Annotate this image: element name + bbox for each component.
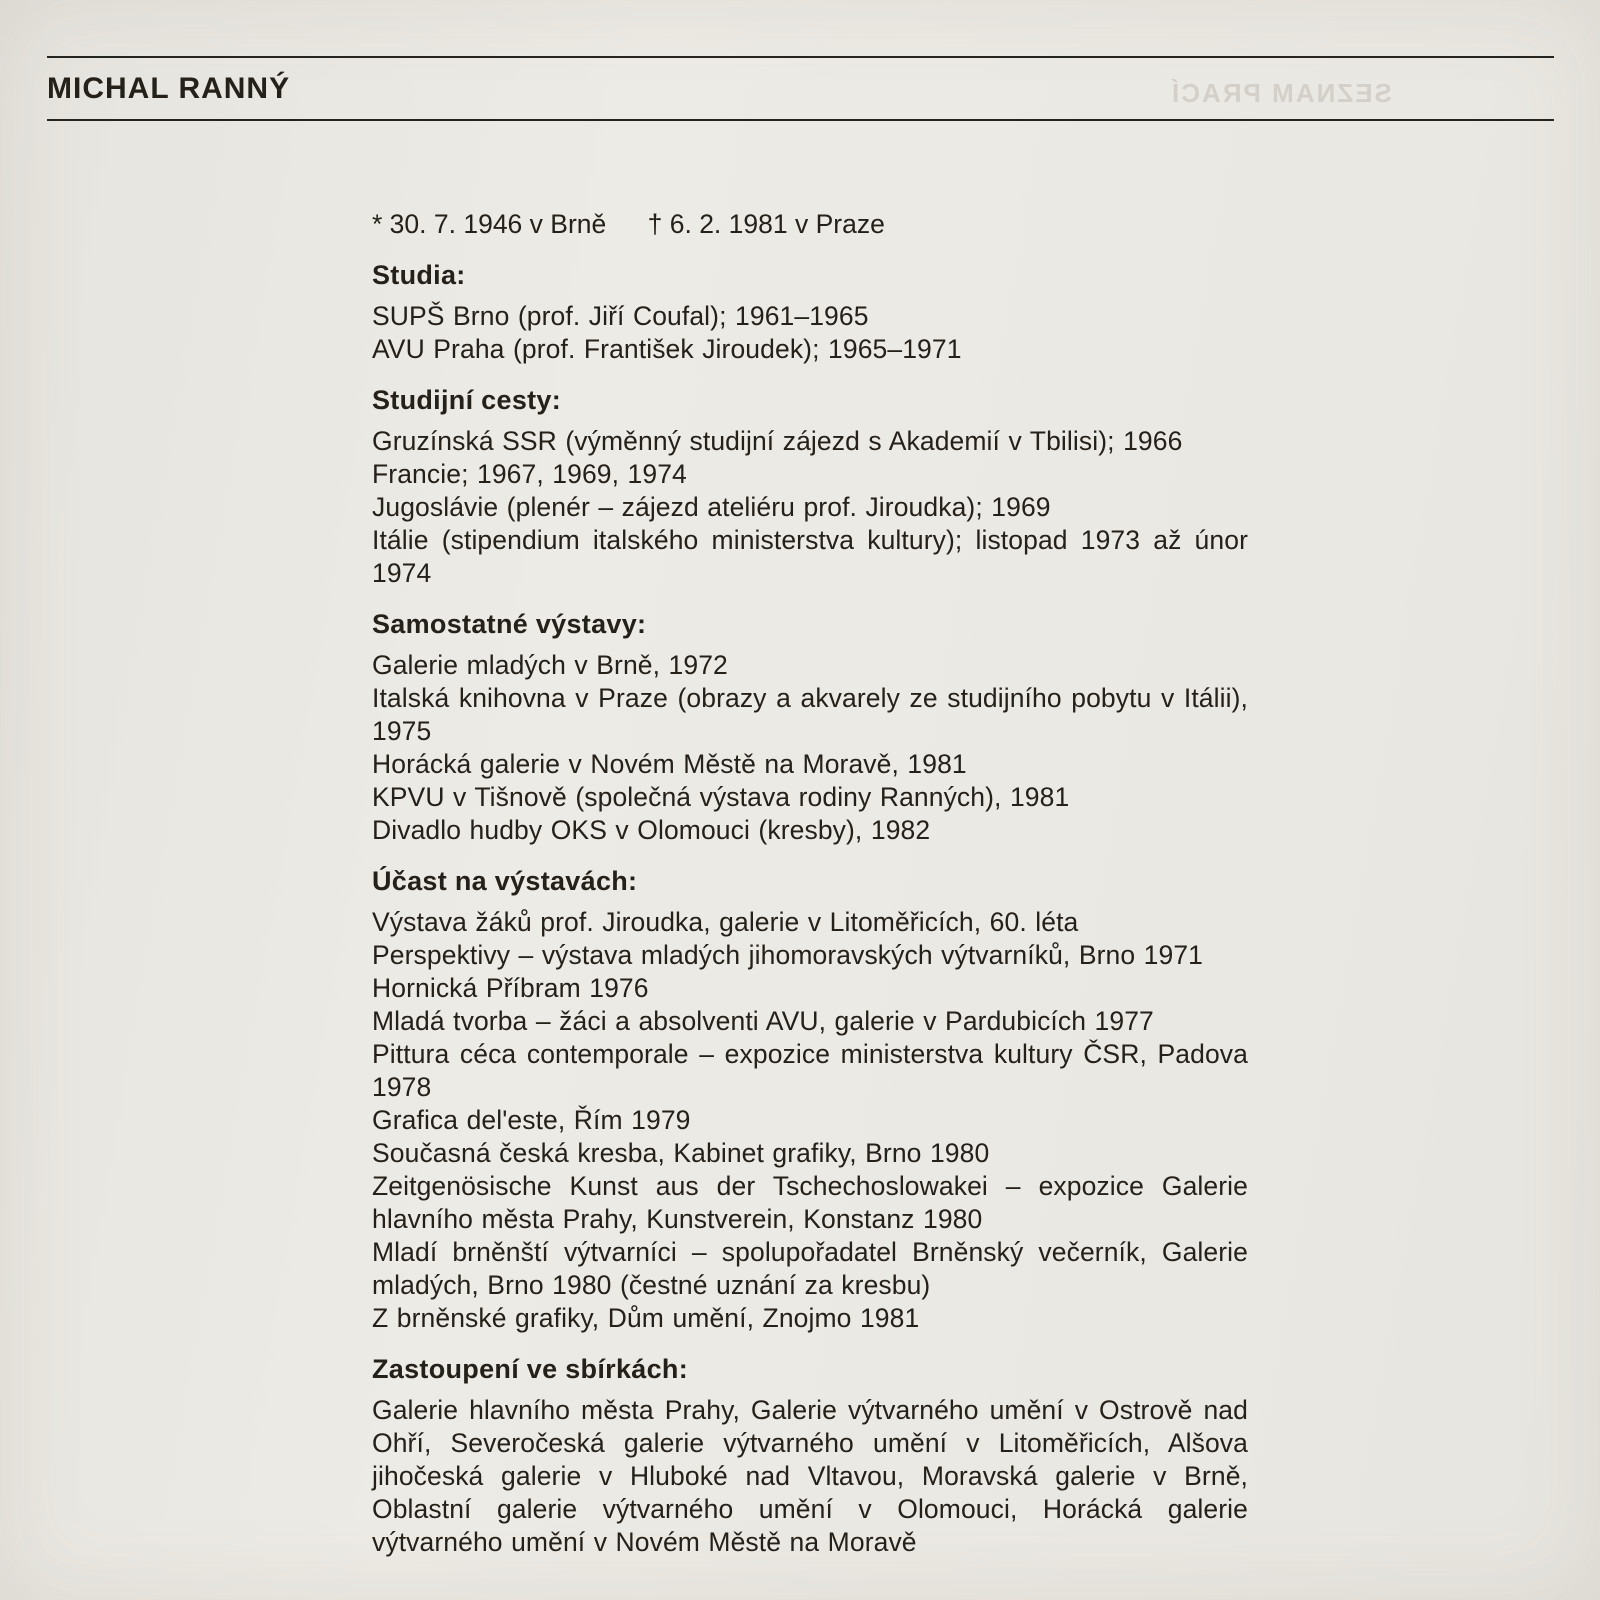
page-title: MICHAL RANNÝ [47,72,291,105]
section-entry: Jugoslávie (plenér – zájezd ateliéru prof. Jiroudka); 1969 [372,492,1051,522]
section-entry: Galerie hlavního města Prahy, Galerie výtvarného umění v Ostrově nad Ohří, Severočeská galerie výtvarného umění v Litoměřicích, Alšova jihočeská galerie v Hluboké nad Vltavou, Moravská galerie v Brně, Oblastní galerie výtvarného umění v Olomouci, Horácká galerie výtvarného umění v Novém Městě na Moravě [372,1395,1248,1557]
section-entry: Itálie (stipendium italského ministerstva kultury); listopad 1973 až únor 1974 [372,525,1248,588]
section-entry: Současná česká kresba, Kabinet grafiky, Brno 1980 [372,1138,990,1168]
section-entry: Zeitgenösische Kunst aus der Tschechoslowakei – expozice Galerie hlavního města Prahy, Kunstverein, Konstanz 1980 [372,1171,1248,1234]
section-title: Studijní cesty: [372,385,562,415]
section-entry: Galerie mladých v Brně, 1972 [372,650,728,680]
section-entry: Hornická Příbram 1976 [372,973,649,1003]
section-entry: Horácká galerie v Novém Městě na Moravě, 1981 [372,749,967,779]
section-entry: Divadlo hudby OKS v Olomouci (kresby), 1982 [372,815,931,845]
section-entry: SUPŠ Brno (prof. Jiří Coufal); 1961–1965 [372,301,869,331]
section-title: Samostatné výstavy: [372,609,647,639]
ghost-bleedthrough-title: SEZNAM PRACÍ [1170,78,1392,108]
sections-container [372,259,1248,1559]
death-date: † 6. 2. 1981 v Praze [647,209,885,239]
section-entry: Grafica del'este, Řím 1979 [372,1105,691,1135]
section-entry: Z brněnské grafiky, Dům umění, Znojmo 1981 [372,1303,920,1333]
section-entry: Perspektivy – výstava mladých jihomoravských výtvarníků, Brno 1971 [372,940,1204,970]
section-entry: Mladá tvorba – žáci a absolventi AVU, galerie v Pardubicích 1977 [372,1006,1154,1036]
section-title: Zastoupení ve sbírkách: [372,1354,688,1384]
section-entry: Gruzínská SSR (výměnný studijní zájezd s Akademií v Tbilisi); 1966 [372,426,1183,456]
header-rule-top [47,56,1554,58]
section-entry: Výstava žáků prof. Jiroudka, galerie v Litoměřicích, 60. léta [372,907,1079,937]
section-entry: Francie; 1967, 1969, 1974 [372,459,687,489]
section-entry: KPVU v Tišnově (společná výstava rodiny Ranných), 1981 [372,782,1070,812]
section-entry: Pittura céca contemporale – expozice ministerstva kultury ČSR, Padova 1978 [372,1039,1248,1102]
section-title: Účast na výstavách: [372,866,638,896]
section-entry: Mladí brněnští výtvarníci – spolupořadatel Brněnský večerník, Galerie mladých, Brno 1980 (čestné uznání za kresbu) [372,1237,1248,1300]
bio-line [372,208,1248,241]
content-column [372,120,1248,1559]
section-entry: AVU Praha (prof. František Jiroudek); 1965–1971 [372,334,962,364]
section-entry: Italská knihovna v Praze (obrazy a akvarely ze studijního pobytu v Itálii), 1975 [372,683,1248,746]
birth-date: * 30. 7. 1946 v Brně [372,209,607,239]
section-title: Studia: [372,260,466,290]
